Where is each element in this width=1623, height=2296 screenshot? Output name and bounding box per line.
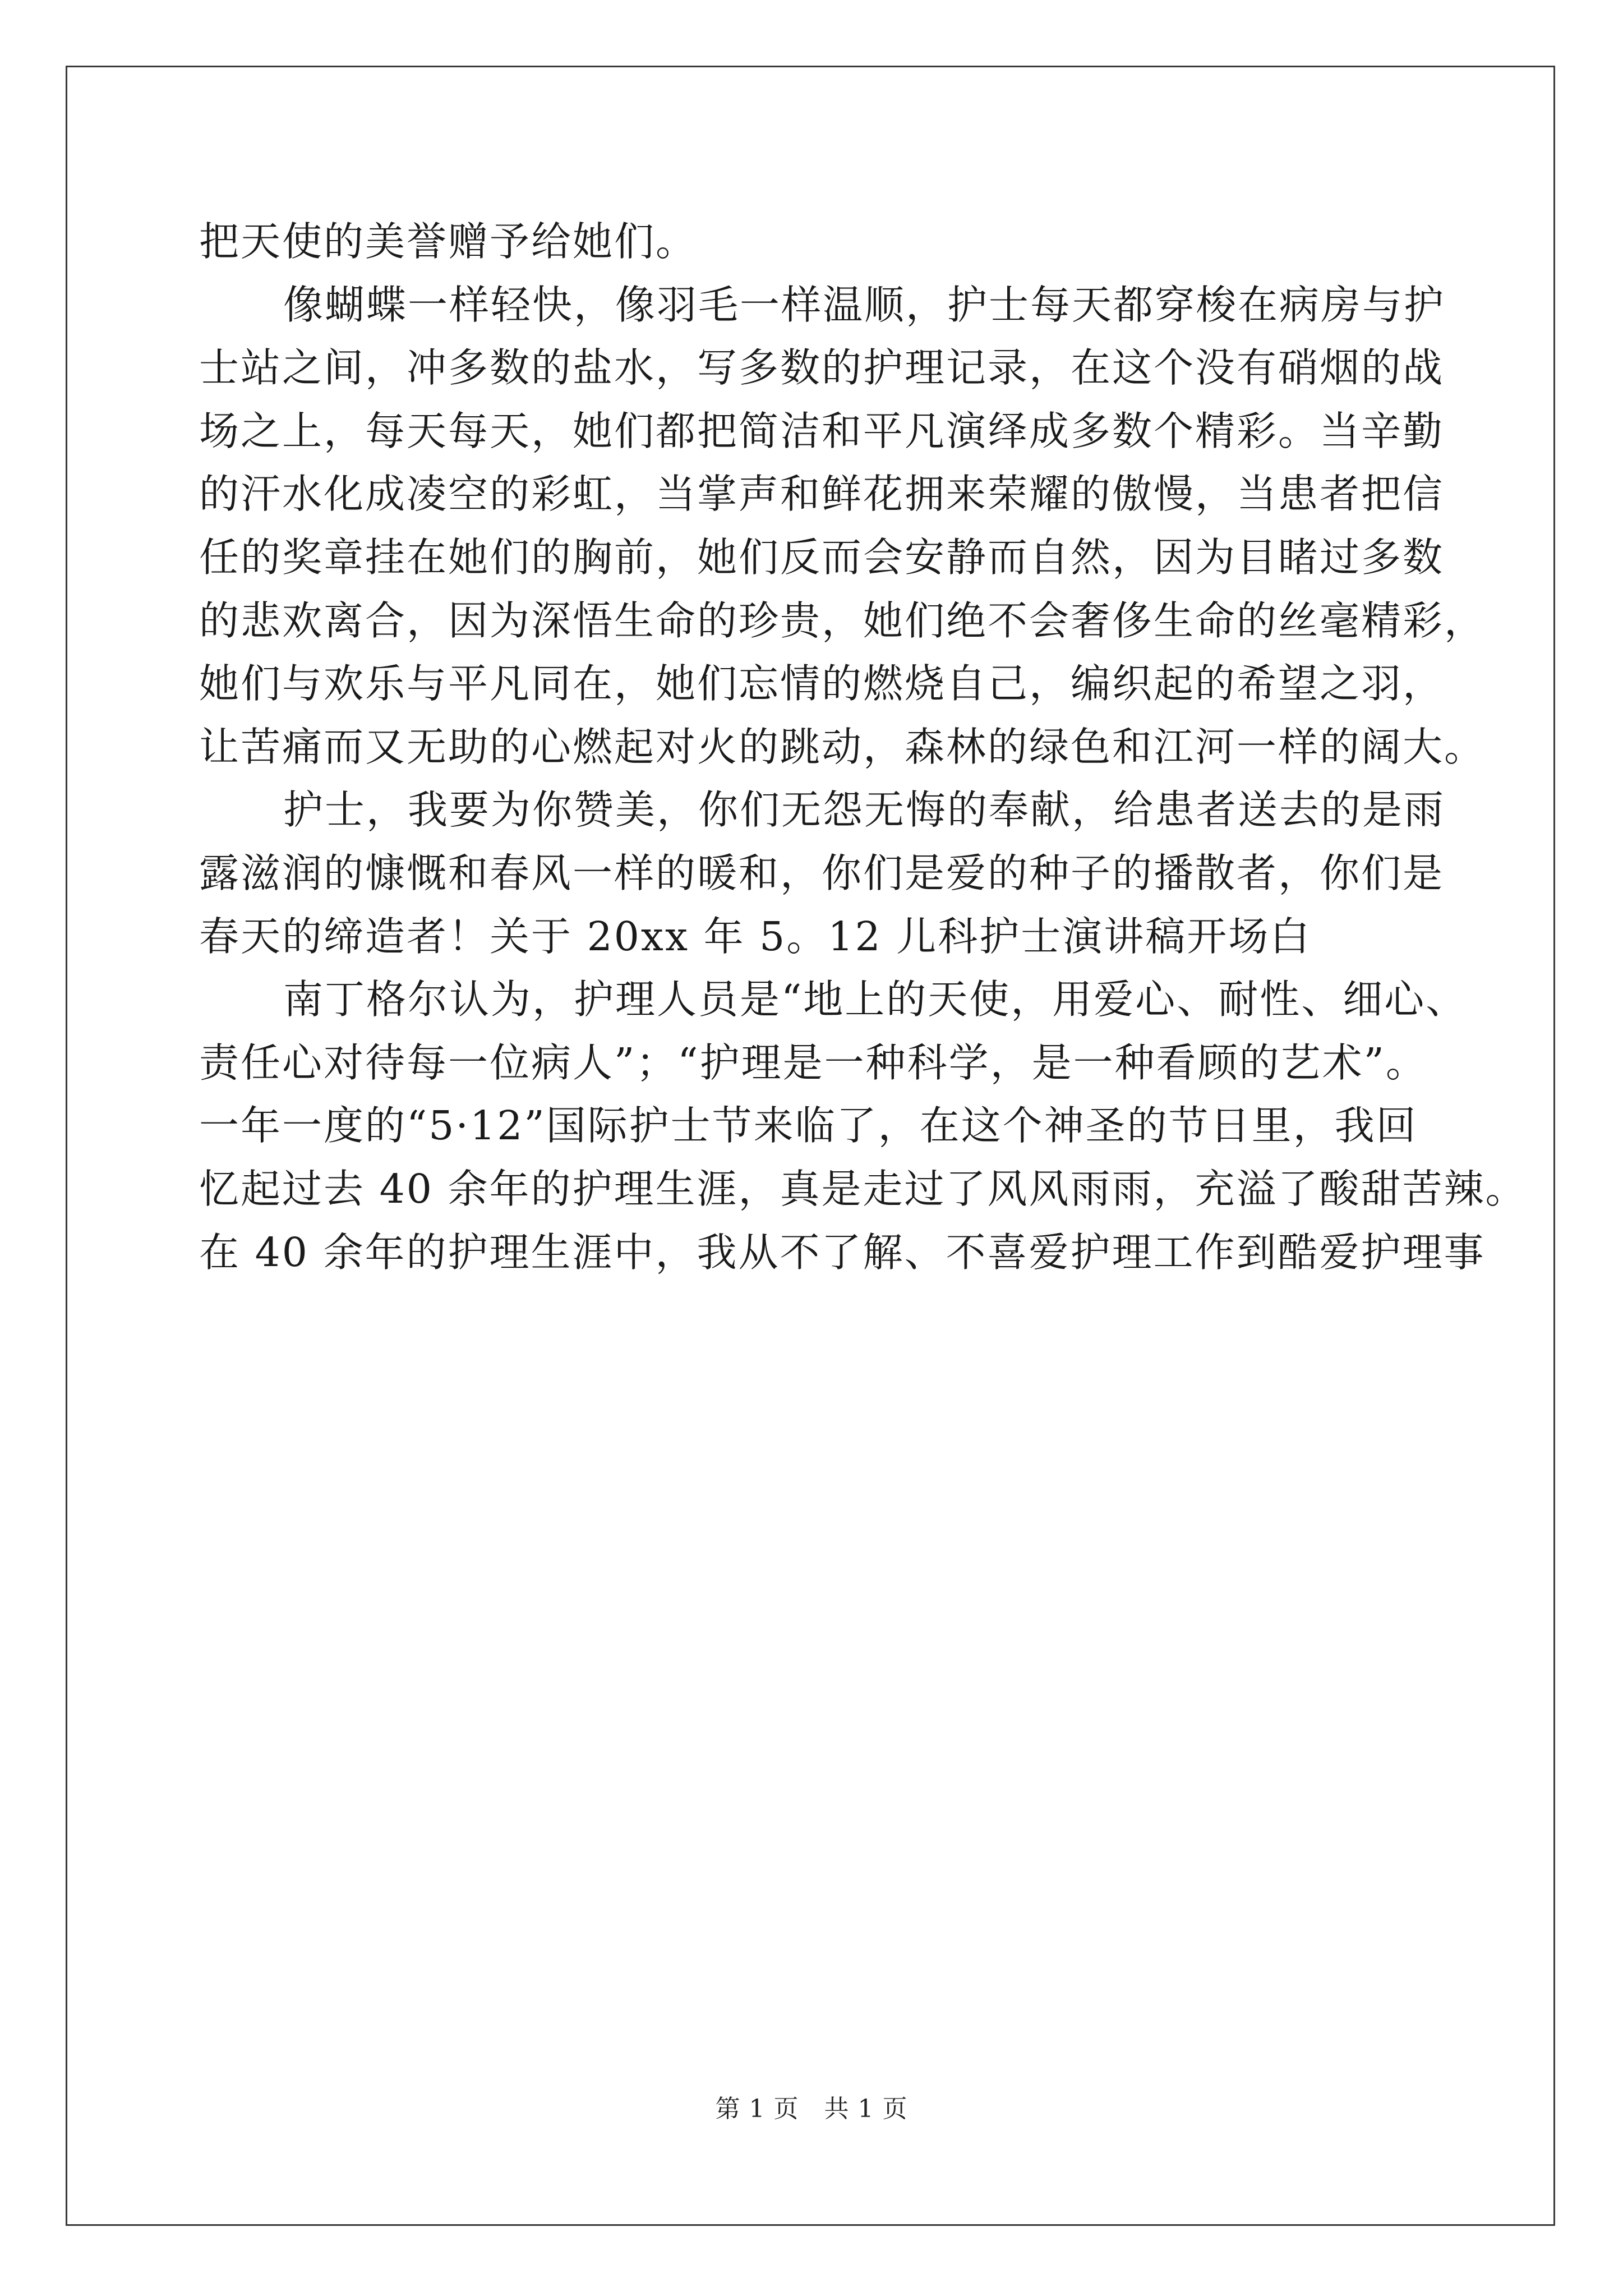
text-line: 忆起过去 40 余年的护理生涯，真是走过了风风雨雨，充溢了酸甜苦辣。 xyxy=(199,1165,1527,1212)
text-line: 露滋润的慷慨和春风一样的暖和，你们是爱的种子的播散者，你们是 xyxy=(199,849,1445,896)
text-line: 南丁格尔认为，护理人员是“地上的天使，用爱心、耐性、细心、 xyxy=(283,976,1468,1023)
document-body xyxy=(199,210,1527,1284)
text-line: 让苦痛而又无助的心燃起对火的跳动，森林的绿色和江河一样的阔大。 xyxy=(199,723,1486,770)
text-line: 在 40 余年的护理生涯中，我从不了解、不喜爱护理工作到酷爱护理事 xyxy=(199,1228,1486,1276)
text-line: 春天的缔造者！关于 20xx 年 5。12 儿科护士演讲稿开场白 xyxy=(199,913,1312,960)
text-line: 任的奖章挂在她们的胸前，她们反而会安静而自然，因为目睹过多数 xyxy=(199,533,1445,581)
text-line: 像蝴蝶一样轻快，像羽毛一样温顺，护士每天都穿梭在病房与护 xyxy=(283,281,1446,328)
text-line: 的悲欢离合，因为深悟生命的珍贵，她们绝不会奢侈生命的丝毫精彩， xyxy=(199,597,1486,644)
text-line: 一年一度的“5·12”国际护士节来临了，在这个神圣的节日里，我回 xyxy=(199,1102,1418,1149)
page-footer xyxy=(0,2092,1623,2126)
text-line: 士站之间，冲多数的盐水，写多数的护理记录，在这个没有硝烟的战 xyxy=(199,344,1445,392)
text-line: 护士，我要为你赞美，你们无怨无悔的奉献，给患者送去的是雨 xyxy=(283,786,1446,834)
text-line: 的汗水化成凌空的彩虹，当掌声和鲜花拥来荣耀的傲慢，当患者把信 xyxy=(199,471,1445,518)
text-line: 她们与欢乐与平凡同在，她们忘情的燃烧自己，编织起的希望之羽， xyxy=(199,660,1445,707)
text-line: 责任心对待每一位病人”；“护理是一种科学，是一种看顾的艺术”。 xyxy=(199,1039,1427,1086)
text-line: 把天使的美誉赠予给她们。 xyxy=(199,218,698,265)
page-number-label: 第 1 页 共 1 页 xyxy=(715,2095,908,2123)
text-line: 场之上，每天每天，她们都把简洁和平凡演绎成多数个精彩。当辛勤 xyxy=(199,407,1445,454)
